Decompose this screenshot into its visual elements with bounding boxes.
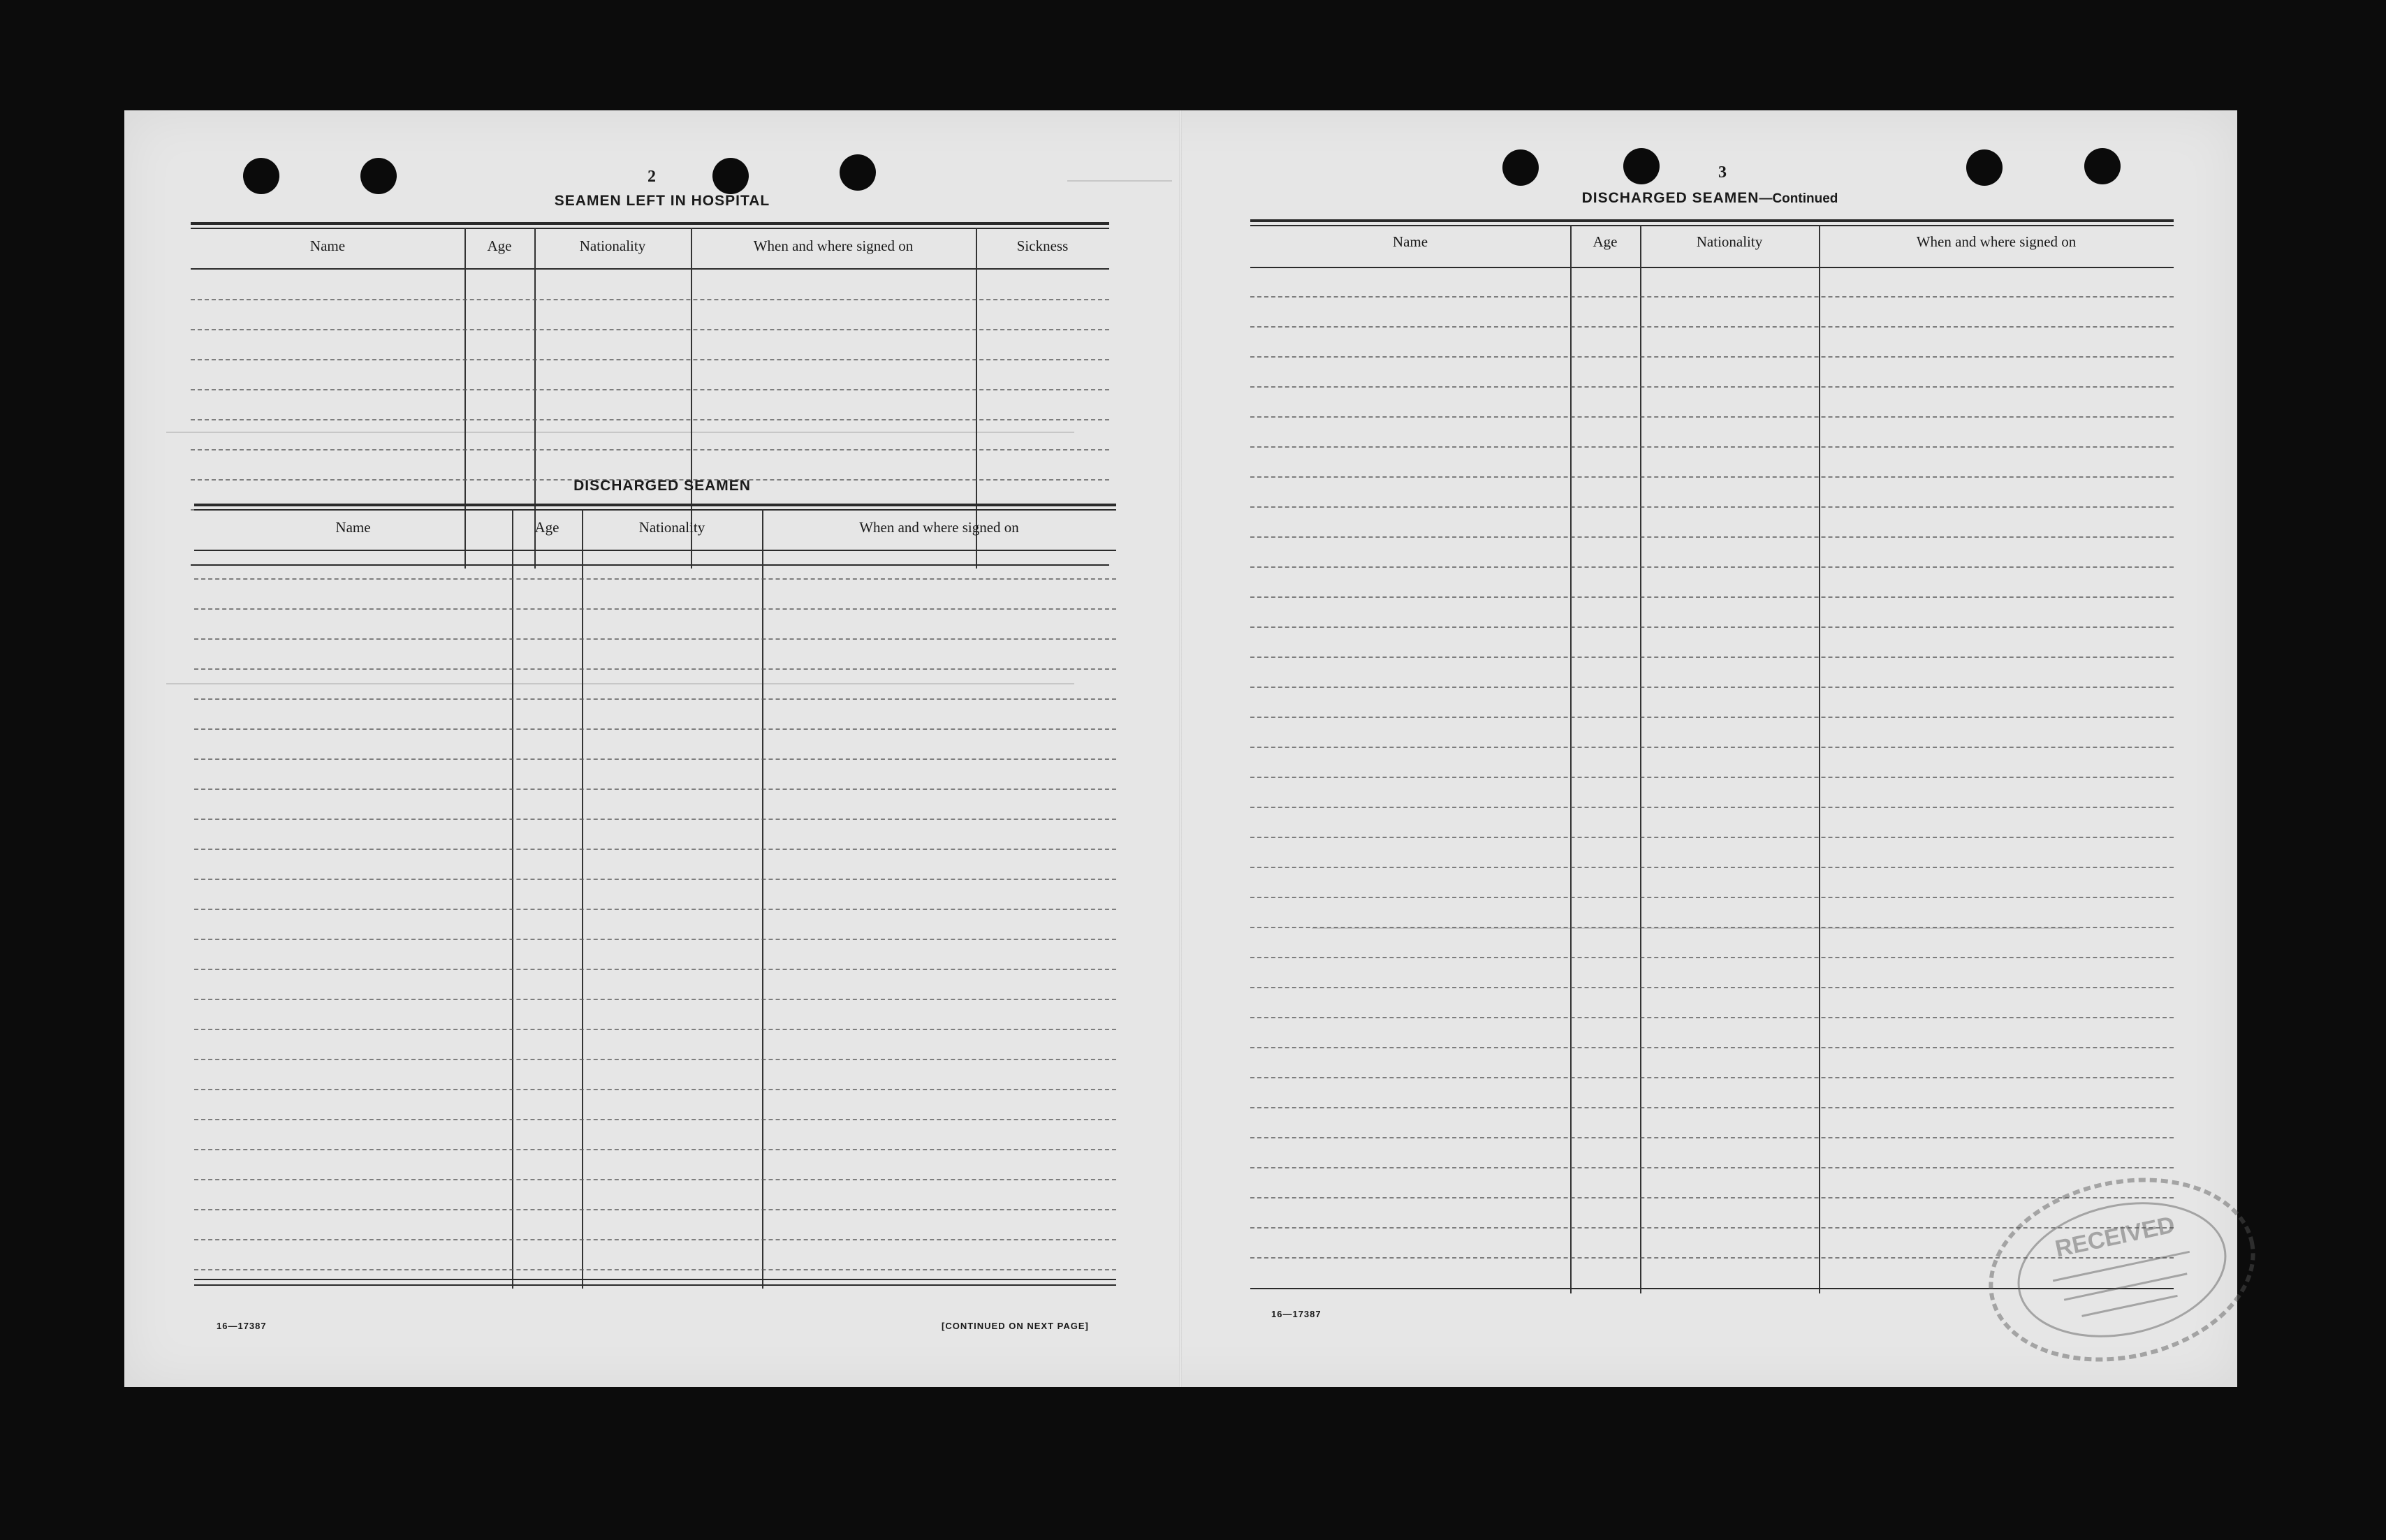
table-row bbox=[191, 359, 1109, 360]
table-row bbox=[194, 879, 1116, 880]
table-top-rule bbox=[1250, 225, 2174, 226]
column-header-name: Name bbox=[309, 237, 346, 254]
column-divider bbox=[1819, 225, 1820, 1293]
column-divider bbox=[512, 509, 513, 1289]
table-top-rule bbox=[194, 509, 1116, 511]
column-header-name: Name bbox=[1392, 233, 1428, 250]
column-header-name: Name bbox=[335, 519, 371, 536]
punch-hole bbox=[1623, 148, 1660, 184]
stamp-line bbox=[2082, 1296, 2178, 1316]
header-bottom-rule bbox=[194, 550, 1116, 551]
table-row bbox=[194, 1239, 1116, 1240]
column-divider bbox=[762, 509, 763, 1289]
table-row bbox=[1250, 1017, 2174, 1018]
table-row bbox=[1250, 1137, 2174, 1138]
stamp-outer-ring bbox=[1975, 1161, 2269, 1378]
continued-note: [CONTINUED ON NEXT PAGE] bbox=[942, 1321, 1089, 1331]
table-row bbox=[194, 758, 1116, 760]
form-number-left: 16—17387 bbox=[217, 1321, 267, 1331]
column-header-sickness: Sickness bbox=[1016, 237, 1069, 254]
table-row bbox=[191, 449, 1109, 450]
stamp-text: RECEIVED bbox=[2053, 1211, 2177, 1263]
table-row bbox=[1250, 747, 2174, 748]
table-row bbox=[194, 999, 1116, 1000]
discharged-table-right bbox=[1250, 219, 2174, 1295]
section-title-discharged-continued bbox=[1542, 190, 1878, 207]
table-row bbox=[194, 1209, 1116, 1210]
page-number-left: 2 bbox=[647, 168, 656, 186]
table-row bbox=[194, 819, 1116, 820]
table-row bbox=[194, 668, 1116, 670]
header-bottom-rule bbox=[1250, 267, 2174, 268]
table-row bbox=[194, 849, 1116, 850]
column-divider bbox=[582, 509, 583, 1289]
table-row bbox=[194, 698, 1116, 700]
table-row bbox=[194, 969, 1116, 970]
table-row bbox=[1250, 987, 2174, 988]
table-row bbox=[194, 728, 1116, 730]
table-row bbox=[194, 789, 1116, 790]
table-row bbox=[194, 638, 1116, 640]
punch-hole bbox=[840, 154, 876, 191]
table-row bbox=[1250, 1077, 2174, 1078]
column-header-nationality: Nationality bbox=[638, 519, 705, 536]
bleed-through-line bbox=[1067, 180, 1172, 182]
table-row bbox=[191, 299, 1109, 300]
document-sheet bbox=[124, 110, 2237, 1387]
table-row bbox=[1250, 386, 2174, 388]
table-top-rule bbox=[191, 222, 1109, 225]
section-title-hospital: SEAMEN LEFT IN HOSPITAL bbox=[554, 193, 770, 209]
table-bottom-rule bbox=[194, 1284, 1116, 1286]
form-number-right: 16—17387 bbox=[1271, 1309, 1322, 1319]
table-row bbox=[1250, 296, 2174, 298]
column-header-age: Age bbox=[1593, 233, 1618, 250]
punch-hole bbox=[1966, 149, 2003, 186]
table-row bbox=[1250, 356, 2174, 358]
table-row bbox=[191, 329, 1109, 330]
table-row bbox=[194, 1089, 1116, 1090]
table-row bbox=[1250, 657, 2174, 658]
column-header-age: Age bbox=[534, 519, 559, 536]
discharged-table-left bbox=[194, 504, 1116, 1289]
stamp-line bbox=[2064, 1274, 2187, 1300]
punch-hole bbox=[243, 158, 279, 194]
section-title-text: DISCHARGED SEAMEN bbox=[1581, 190, 1759, 206]
table-top-rule bbox=[191, 228, 1109, 229]
table-row bbox=[194, 1029, 1116, 1030]
table-row bbox=[1250, 476, 2174, 478]
table-row bbox=[1250, 777, 2174, 778]
punch-hole bbox=[712, 158, 749, 194]
table-row bbox=[1250, 837, 2174, 838]
column-header-nationality: Nationality bbox=[1696, 233, 1763, 250]
table-row bbox=[194, 1119, 1116, 1120]
column-header-signed-on: When and where signed on bbox=[1916, 233, 2077, 250]
table-row bbox=[194, 608, 1116, 610]
table-row bbox=[194, 578, 1116, 580]
column-header-signed-on: When and where signed on bbox=[753, 237, 914, 254]
table-top-rule bbox=[194, 504, 1116, 506]
table-bottom-rule bbox=[194, 1279, 1116, 1280]
table-row bbox=[1250, 897, 2174, 898]
table-row bbox=[1250, 717, 2174, 718]
table-row bbox=[1250, 566, 2174, 568]
table-row bbox=[194, 1179, 1116, 1180]
column-header-signed-on: When and where signed on bbox=[859, 519, 1019, 536]
table-row bbox=[191, 389, 1109, 390]
table-row bbox=[1250, 506, 2174, 508]
column-divider bbox=[1570, 225, 1572, 1293]
received-stamp bbox=[1975, 1161, 2269, 1378]
section-title-suffix: —Continued bbox=[1759, 191, 1838, 206]
table-row bbox=[1250, 1107, 2174, 1108]
table-row bbox=[194, 1059, 1116, 1060]
table-row bbox=[194, 909, 1116, 910]
punch-hole bbox=[360, 158, 397, 194]
table-row bbox=[1250, 927, 2174, 928]
table-row bbox=[194, 1149, 1116, 1150]
table-row bbox=[1250, 626, 2174, 628]
table-row bbox=[194, 939, 1116, 940]
center-fold bbox=[1179, 110, 1182, 1387]
column-header-nationality: Nationality bbox=[579, 237, 646, 254]
punch-hole bbox=[1502, 149, 1539, 186]
table-row bbox=[1250, 957, 2174, 958]
table-row bbox=[1250, 446, 2174, 448]
table-row bbox=[1250, 596, 2174, 598]
table-top-rule bbox=[1250, 219, 2174, 222]
table-row bbox=[1250, 867, 2174, 868]
punch-hole bbox=[2084, 148, 2121, 184]
column-divider bbox=[1640, 225, 1641, 1293]
section-title-discharged: DISCHARGED SEAMEN bbox=[573, 478, 751, 494]
column-header-age: Age bbox=[487, 237, 512, 254]
table-row bbox=[1250, 1047, 2174, 1048]
table-row bbox=[1250, 326, 2174, 328]
table-row bbox=[191, 419, 1109, 420]
page-number-right: 3 bbox=[1718, 163, 1727, 182]
header-bottom-rule bbox=[191, 268, 1109, 270]
table-row bbox=[1250, 416, 2174, 418]
table-row bbox=[1250, 687, 2174, 688]
table-row bbox=[194, 1269, 1116, 1270]
table-row bbox=[1250, 807, 2174, 808]
table-row bbox=[1250, 536, 2174, 538]
